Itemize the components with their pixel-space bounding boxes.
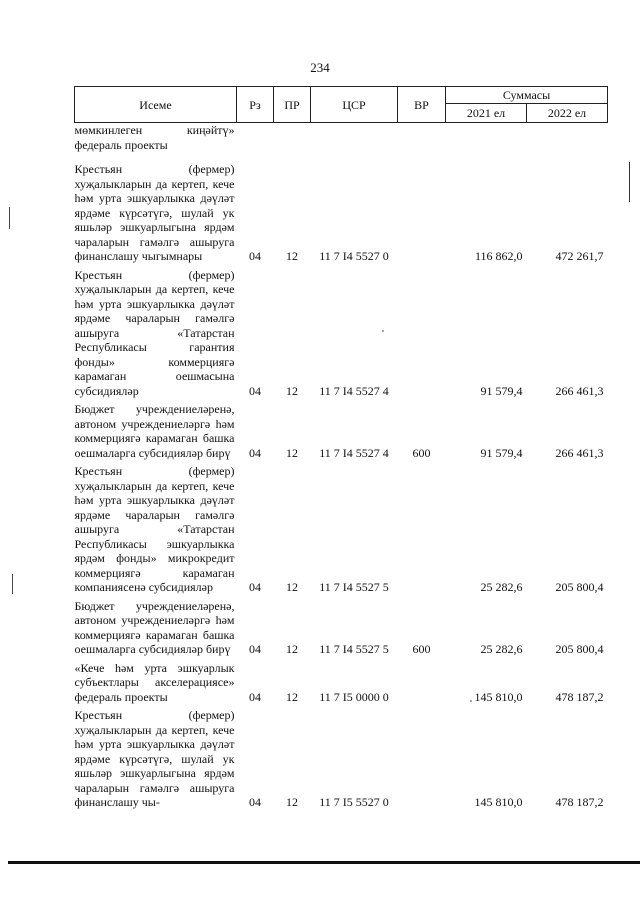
row-pr: 12 <box>286 445 298 460</box>
row-name: Бюджет учреждениеләренә, автоном учреждениеләргә һәм коммерциягә карамаган башка оешмаларга субсидияләр бирү <box>74 402 235 460</box>
table-row <box>75 268 608 403</box>
row-rz: 04 <box>249 445 261 460</box>
table-row <box>75 464 608 599</box>
row-csr: 11 7 I4 5527 4 <box>319 383 389 398</box>
row-pr <box>274 123 311 163</box>
row-rz: 04 <box>249 580 261 594</box>
row-2021: 91 579,4 <box>480 383 523 398</box>
row-2021: 145 810,0 <box>474 795 523 809</box>
row-pr: 12 <box>286 580 298 594</box>
header-2021: 2021 ел <box>446 104 527 123</box>
row-rz: 04 <box>249 642 261 656</box>
table-header <box>75 87 608 123</box>
row-rz: 04 <box>249 689 261 704</box>
row-name: Крестьян (фермер) хуҗалыкларын да кертеп, кече һәм урта эшкуарлыкка дәүләт ярдәме күрсәтүгә, шулай ук яшьләр эшкуарлыгына ярдәм чараларын гамәлгә ашыруга финанслашу чы- <box>74 708 235 809</box>
row-csr: 11 7 I4 5527 4 <box>319 445 389 460</box>
row-2022: 205 800,4 <box>555 580 604 594</box>
row-2021: 91 579,4 <box>480 445 523 460</box>
header-sums: Суммасы <box>446 87 608 104</box>
row-csr: 11 7 I5 0000 0 <box>319 689 389 704</box>
table-row <box>75 661 608 709</box>
row-pr: 12 <box>286 642 298 656</box>
header-name: Исеме <box>75 87 237 123</box>
header-rz: Рз <box>237 87 274 123</box>
row-csr: 11 7 I4 5527 5 <box>319 580 389 594</box>
row-name: Крестьян (фермер) хуҗалыкларын да кертеп, кече һәм урта эшкуарлыкка дәүләт ярдәме чараларын гамәлгә ашыруга «Татарстан Республикасы гарантия фонды» коммерциягә карамаган оешмасына субсидияләр <box>74 267 235 398</box>
row-csr <box>311 123 398 163</box>
table-row <box>75 123 608 163</box>
table-row <box>75 599 608 661</box>
row-2022: 478 187,2 <box>555 795 604 809</box>
scan-margin-mark <box>12 574 13 594</box>
header-vr: ВР <box>398 87 446 123</box>
row-2021: 25 282,6 <box>480 642 523 656</box>
row-vr <box>398 268 446 403</box>
row-vr <box>398 123 446 163</box>
header-csr: ЦСР <box>311 87 398 123</box>
scan-speck <box>470 700 472 702</box>
scan-margin-mark <box>629 162 630 202</box>
row-pr: 12 <box>286 249 298 263</box>
row-name: Крестьян (фермер) хуҗалыкларын да кертеп, кече һәм урта эшкуарлыкка дәүләт ярдәме күрсәтүгә, шулай ук яшьләр эшкуарлыгына ярдәм чараларын гамәлгә ашыруга финанслашу чыгымнары <box>74 162 235 263</box>
table-body <box>75 123 608 814</box>
row-rz: 04 <box>249 383 261 398</box>
row-name: Бюджет учреждениеләренә, автоном учреждениеләргә һәм коммерциягә карамаган башка оешмаларга субсидияләр бирү <box>74 598 235 656</box>
row-vr <box>398 661 446 709</box>
row-pr: 12 <box>286 795 298 809</box>
row-vr <box>398 708 446 814</box>
row-csr: 11 7 I4 5527 0 <box>319 249 389 263</box>
row-pr: 12 <box>286 689 298 704</box>
row-vr: 600 <box>412 642 431 656</box>
row-pr: 12 <box>286 383 298 398</box>
row-2021 <box>446 123 527 163</box>
row-rz <box>237 123 274 163</box>
row-2021: 25 282,6 <box>480 580 523 594</box>
row-csr: 11 7 I5 5527 0 <box>319 795 389 809</box>
header-pr: ПР <box>274 87 311 123</box>
scan-speck <box>382 330 384 332</box>
row-vr <box>398 162 446 268</box>
row-2021: 145 810,0 <box>474 689 523 704</box>
table-row <box>75 708 608 814</box>
row-2022: 266 461,3 <box>555 445 604 460</box>
row-name: Крестьян (фермер) хуҗалыкларын да кертеп, кече һәм урта эшкуарлыкка дәүләт ярдәме чараларын гамәлгә ашыруга «Татарстан Республикасы эшкуарлыкка ярдәм фонды» микрокредит коммерциягә карамаган компаниясенә субсидияләр <box>74 464 235 594</box>
row-rz: 04 <box>249 795 261 809</box>
scan-bottom-edge <box>8 861 640 864</box>
scan-margin-mark <box>9 207 10 229</box>
budget-table <box>74 86 608 814</box>
row-2022 <box>527 123 608 163</box>
row-name: мөмкинлеген киңәйтү» федераль проекты <box>74 123 235 152</box>
row-2022: 472 261,7 <box>555 249 604 263</box>
row-2022: 478 187,2 <box>555 689 604 704</box>
row-name: «Кече һәм урта эшкуарлык субъектлары акселерациясе» федераль проекты <box>74 660 235 704</box>
row-csr: 11 7 I4 5527 5 <box>319 642 389 656</box>
row-2022: 266 461,3 <box>555 383 604 398</box>
row-vr <box>398 464 446 599</box>
table-row <box>75 402 608 464</box>
table-row <box>75 162 608 268</box>
row-2021: 116 862,0 <box>474 249 523 263</box>
page-number: 234 <box>310 60 330 75</box>
row-vr: 600 <box>412 445 431 460</box>
row-rz: 04 <box>249 249 261 263</box>
header-2022: 2022 ел <box>527 104 608 123</box>
row-2022: 205 800,4 <box>555 642 604 656</box>
